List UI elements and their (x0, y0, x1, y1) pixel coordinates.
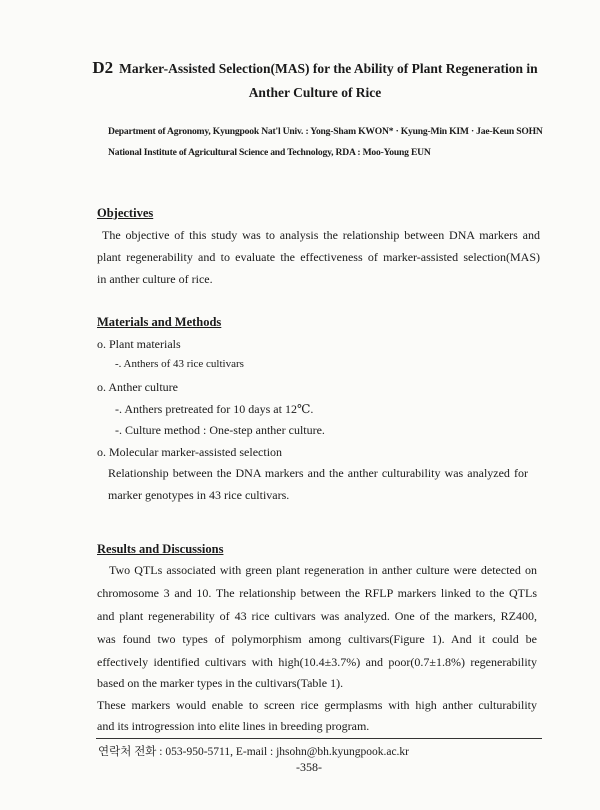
affiliation-2: National Institute of Agricultural Science and Technology, RDA : Moo-Young EUN (108, 147, 431, 158)
contact-info: 연락처 전화 : 053-950-5711, E-mail : jhsohn@bh.kyungpook.ac.kr (98, 746, 410, 758)
results-line: These markers would enable to screen rice germplasms with high anther culturability (97, 698, 537, 712)
results-heading: Results and Discussions (97, 542, 224, 556)
results-line: and its introgression into elite lines in breeding program. (97, 719, 370, 733)
methods-heading: Materials and Methods (97, 315, 222, 329)
title-line-1: Marker-Assisted Selection(MAS) for the Ability of Plant Regeneration in (119, 61, 538, 76)
footer-rule (96, 738, 542, 739)
objectives-line-3: in anther culture of rice. (97, 272, 213, 286)
abstract-code: D2 (92, 58, 114, 77)
methods-item: o. Plant materials (97, 337, 181, 351)
title-line-2: Anther Culture of Rice (248, 85, 382, 100)
methods-item: o. Anther culture (97, 380, 178, 394)
page-number: -358- (296, 760, 322, 774)
methods-item: o. Molecular marker-assisted selection (97, 445, 283, 459)
results-line: Two QTLs associated with green plant regeneration in anther culture were detected on (109, 563, 537, 577)
results-line: and plant regenerability of 43 rice cultivars was analyzed. One of the markers, RZ400, (97, 609, 537, 623)
methods-item: -. Culture method : One-step anther culture. (115, 423, 325, 437)
objectives-heading: Objectives (97, 206, 154, 220)
results-line: chromosome 3 and 10. The relationship between the RFLP markers linked to the QTLs (97, 586, 537, 600)
affiliation-1: Department of Agronomy, Kyungpook Nat'l Univ. : Yong-Sham KWON* · Kyung-Min KIM · Jae-Keun SOHN (108, 126, 543, 137)
results-line: was found two types of polymorphism among cultivars(Figure 1). And it could be (97, 632, 537, 646)
methods-item: marker genotypes in 43 rice cultivars. (108, 488, 290, 502)
methods-item: -. Anthers of 43 rice cultivars (115, 358, 244, 370)
methods-item: Relationship between the DNA markers and the anther culturability was analyzed for (108, 466, 528, 480)
results-line: based on the marker types in the cultivars(Table 1). (97, 676, 344, 690)
objectives-line-1: The objective of this study was to analysis the relationship between DNA markers and (102, 228, 540, 242)
objectives-line-2: plant regenerability and to evaluate the effectiveness of marker-assisted selection(MAS) (97, 250, 540, 264)
paper-title (80, 56, 550, 105)
methods-item: -. Anthers pretreated for 10 days at 12℃. (115, 402, 314, 416)
results-line: effectively identified cultivars with high(10.4±3.7%) and poor(0.7±1.8%) regenerability (97, 655, 537, 669)
